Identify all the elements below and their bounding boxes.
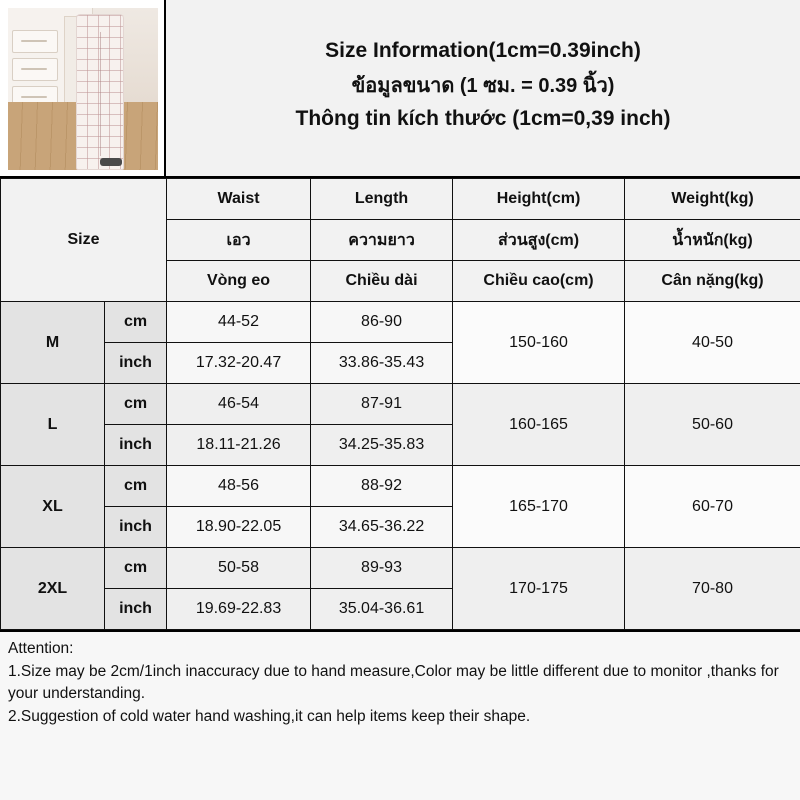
xxl-weight: 70-80 [625,548,800,630]
attention-note-1: 1.Size may be 2cm/1inch inaccuracy due to hand measure,Color may be little different due to monitor ,thanks for your understanding. [8,663,779,702]
size-table [0,178,800,630]
unit-cm: cm [105,384,167,425]
l-height: 160-165 [453,384,625,466]
xxl-waist-cm: 50-58 [167,548,311,589]
unit-cm: cm [105,466,167,507]
header-waist-th: เอว [167,220,311,261]
table-row [1,302,800,343]
header-weight-vi: Cân nặng(kg) [625,261,800,302]
xl-weight: 60-70 [625,466,800,548]
attention-block [0,630,800,800]
header-height-vi: Chiều cao(cm) [453,261,625,302]
m-height: 150-160 [453,302,625,384]
header-height-en: Height(cm) [453,179,625,220]
table-row [1,384,800,425]
attention-heading: Attention: [8,640,74,657]
xl-length-cm: 88-92 [311,466,453,507]
header-weight-th: น้ำหนัก(kg) [625,220,800,261]
xxl-waist-inch: 19.69-22.83 [167,589,311,630]
title-block [166,0,800,176]
header-size: Size [1,179,167,302]
table-header-row-en [1,179,800,220]
unit-inch: inch [105,507,167,548]
xxl-length-cm: 89-93 [311,548,453,589]
row-size-m: M [1,302,105,384]
m-waist-cm: 44-52 [167,302,311,343]
header-height-th: ส่วนสูง(cm) [453,220,625,261]
m-waist-inch: 17.32-20.47 [167,343,311,384]
xxl-length-inch: 35.04-36.61 [311,589,453,630]
row-size-l: L [1,384,105,466]
xl-waist-cm: 48-56 [167,466,311,507]
table-row [1,548,800,589]
photo-illustration [8,8,158,170]
table-row [1,466,800,507]
xl-height: 165-170 [453,466,625,548]
l-weight: 50-60 [625,384,800,466]
photo-shoe [100,158,122,166]
unit-cm: cm [105,548,167,589]
row-size-xl: XL [1,466,105,548]
unit-inch: inch [105,425,167,466]
l-length-cm: 87-91 [311,384,453,425]
attention-note-2: 2.Suggestion of cold water hand washing,it can help items keep their shape. [8,708,531,726]
xxl-height: 170-175 [453,548,625,630]
title-thai: ข้อมูลขนาด (1 ซม. = 0.39 นิ้ว) [351,75,615,97]
product-photo [0,0,166,176]
header-length-en: Length [311,179,453,220]
unit-inch: inch [105,343,167,384]
title-english: Size Information(1cm=0.39inch) [325,39,641,62]
unit-cm: cm [105,302,167,343]
m-weight: 40-50 [625,302,800,384]
header-band [0,0,800,178]
photo-drawer [12,30,58,53]
m-length-cm: 86-90 [311,302,453,343]
xl-waist-inch: 18.90-22.05 [167,507,311,548]
m-length-inch: 33.86-35.43 [311,343,453,384]
header-waist-en: Waist [167,179,311,220]
title-vietnamese: Thông tin kích thước (1cm=0,39 inch) [295,107,671,130]
l-length-inch: 34.25-35.83 [311,425,453,466]
row-size-2xl: 2XL [1,548,105,630]
l-waist-cm: 46-54 [167,384,311,425]
header-waist-vi: Vòng eo [167,261,311,302]
header-weight-en: Weight(kg) [625,179,800,220]
xl-length-inch: 34.65-36.22 [311,507,453,548]
l-waist-inch: 18.11-21.26 [167,425,311,466]
header-length-th: ความยาว [311,220,453,261]
unit-inch: inch [105,589,167,630]
header-length-vi: Chiều dài [311,261,453,302]
photo-drawer [12,58,58,81]
photo-plaid-pants [76,14,124,170]
